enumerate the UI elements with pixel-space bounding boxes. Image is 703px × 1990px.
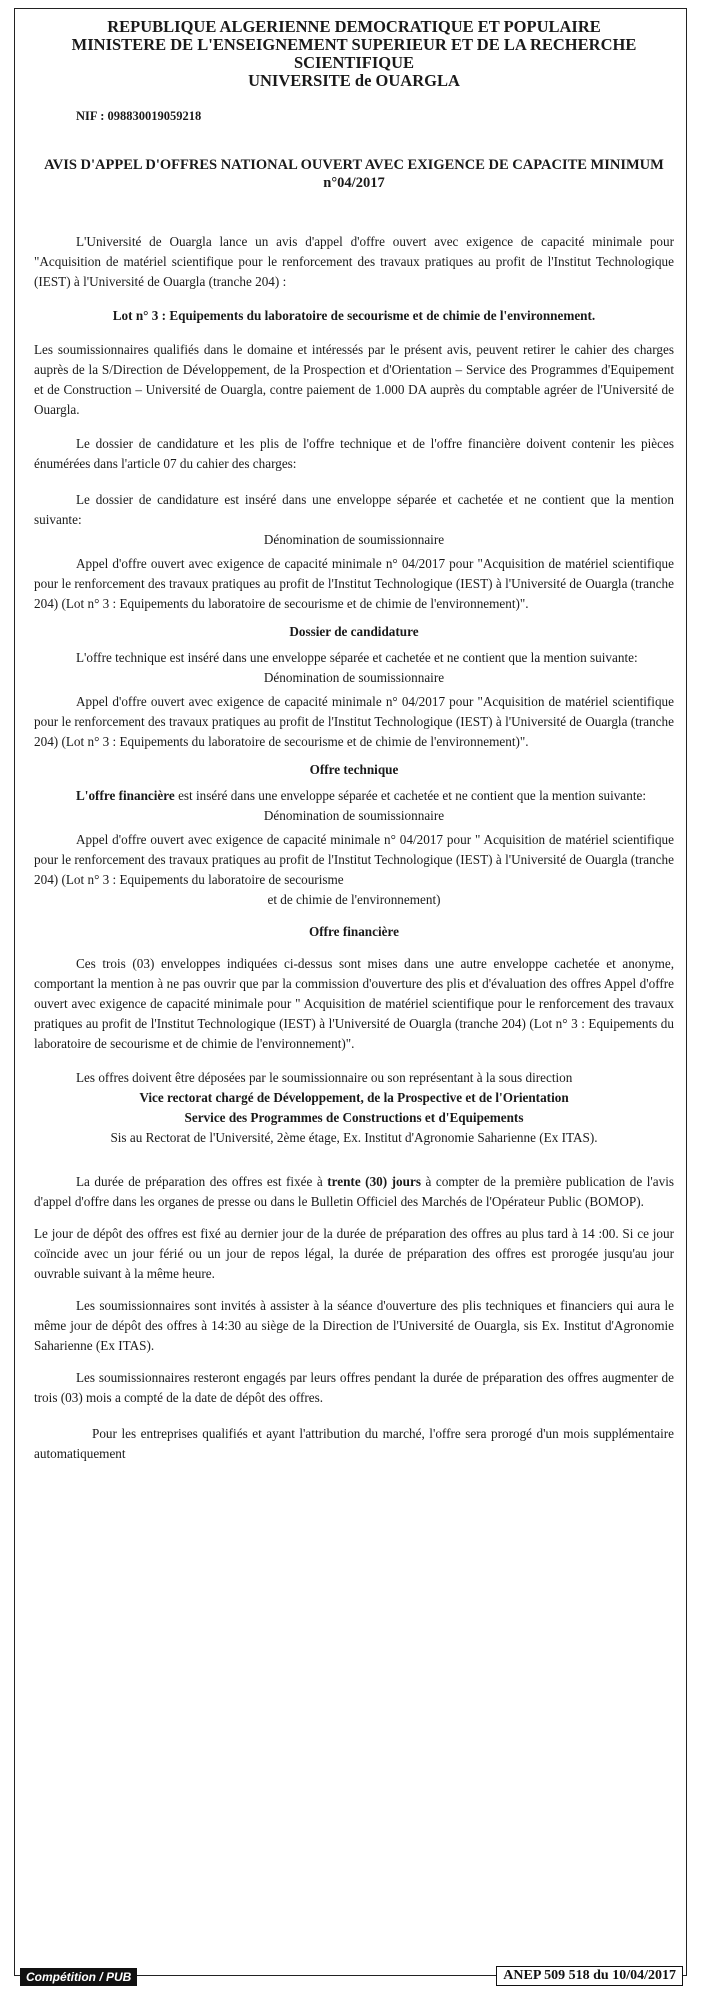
financiere-text: [34, 786, 674, 806]
lot-heading: Lot n° 3 : Equipements du laboratoire de secourisme et de chimie de l'environnement.: [112, 308, 596, 323]
trois-enveloppes-paragraph: Ces trois (03) enveloppes indiquées ci-dessus sont mises dans une autre enveloppe cachetée et anonyme, comportant la mention à ne pas ouvrir que par la commission d'ouverture des plis et d'évaluation des offres Appel d'offre ouvert avec exigence de capacité minimale pour " Acquisition de matériel scientifique pour le renforcement des travaux pratiques au profit de l'Institut Technologique (IEST) à l'Université de Ouargla (tranche 204) (Lot n° 3 : Equipements du laboratoire de secourisme et de chimie de l'environnement)".: [34, 956, 674, 1051]
financiere-label: Offre financière: [309, 924, 399, 939]
technique-appel: Appel d'offre ouvert avec exigence de capacité minimale n° 04/2017 pour "Acquisition de matériel scientifique pour le renforcement des travaux pratiques au profit de l'Institut Technologique (IEST) à l'Université de Ouargla (tranche 204) (Lot n° 3 : Equipements du laboratoire de secourisme et de chimie de l'environnement)".: [34, 694, 674, 749]
financiere-appel-end: et de chimie de l'environnement): [267, 892, 441, 907]
duree-pre: La durée de préparation des offres est fixée à: [76, 1174, 328, 1189]
duree-post: à compter de la première publication de l'avis d'appel d'offre dans les organes de presse ou dans le Bulletin Officiel des Marchés de l'Opérateur Public (BOMOP).: [34, 1174, 674, 1209]
candidature-denomination: Dénomination de soumissionnaire: [263, 532, 445, 547]
retrait-paragraph: Les soumissionnaires qualifiés dans le domaine et intéressés par le présent avis, peuvent retirer le cahier des charges auprès de la S/Direction de Développement, de la Prospection et d'Orientation – Service des Programmes d'Equipement et de Construction – Université de Ouargla, contre paiement de 1.000 DA auprès du comptable agréer de l'Université de Ouargla.: [34, 342, 674, 417]
competition-pub-tag: Compétition / PUB: [20, 1968, 137, 1986]
anep-reference: ANEP 509 518 du 10/04/2017: [496, 1966, 683, 1986]
candidature-text: Le dossier de candidature est inséré dans une enveloppe séparée et cachetée et ne contient que la mention suivante:: [34, 492, 674, 527]
avis-title: AVIS D'APPEL D'OFFRES NATIONAL OUVERT AVEC EXIGENCE DE CAPACITE MINIMUM n°04/2017: [44, 157, 664, 191]
financiere-appel: Appel d'offre ouvert avec exigence de capacité minimale n° 04/2017 pour " Acquisition de matériel scientifique pour le renforcement des travaux pratiques au profit de l'Institut Technologique (IEST) à l'Université de Ouargla (tranche 204) (Lot n° 3 : Equipements du laboratoire de secourisme: [34, 832, 674, 887]
nif-number: NIF : 098830019059218: [76, 109, 202, 123]
depot-adresse: Sis au Rectorat de l'Université, 2ème étage, Ex. Institut d'Agronomie Saharienne (Ex ITAS).: [110, 1130, 598, 1145]
candidature-appel: Appel d'offre ouvert avec exigence de capacité minimale n° 04/2017 pour "Acquisition de matériel scientifique pour le renforcement des travaux pratiques au profit de l'Institut Technologique (IEST) à l'Université de Ouargla (tranche 204) (Lot n° 3 : Equipements du laboratoire de secourisme et de chimie de l'environnement)".: [34, 556, 674, 611]
financiere-lead: L'offre financière: [76, 788, 175, 803]
duree-paragraph: [34, 1172, 674, 1212]
financiere-denomination: Dénomination de soumissionnaire: [263, 808, 445, 823]
financiere-rest: est inséré dans une enveloppe séparée et cachetée et ne contient que la mention suivante:: [174, 788, 647, 803]
engages-paragraph: Les soumissionnaires resteront engagés par leurs offres pendant la durée de préparation des offres augmenter de trois (03) mois a compté de la date de dépôt des offres.: [34, 1370, 674, 1405]
depot-service: Service des Programmes de Constructions et d'Equipements: [184, 1110, 524, 1125]
technique-text: L'offre technique est inséré dans une enveloppe séparée et cachetée et ne contient que la mention suivante:: [76, 650, 638, 665]
candidature-label: Dossier de candidature: [289, 624, 419, 639]
header-universite: UNIVERSITE de OUARGLA: [248, 71, 460, 90]
seance-paragraph: Les soumissionnaires sont invités à assister à la séance d'ouverture des plis techniques et financiers qui aura le même jour de dépôt des offres à 14:30 au siège de la Direction de l'Université de Ouargla, sis Ex. Institut d'Agronomie Saharienne (Ex ITAS).: [34, 1298, 674, 1353]
dossier-intro-paragraph: Le dossier de candidature et les plis de l'offre technique et de l'offre financière doivent contenir les pièces énumérées dans l'article 07 du cahier des charges:: [34, 436, 674, 471]
document-body: [34, 18, 674, 1464]
depot-line: Les offres doivent être déposées par le soumissionnaire ou son représentant à la sous direction: [76, 1070, 573, 1085]
depot-vice-rectorat: Vice rectorat chargé de Développement, de la Prospective et de l'Orientation: [139, 1090, 569, 1105]
header-scientifique: SCIENTIFIQUE: [293, 53, 415, 72]
duree-jours: trente (30) jours: [327, 1174, 421, 1189]
technique-denomination: Dénomination de soumissionnaire: [263, 670, 445, 685]
header-republique: REPUBLIQUE ALGERIENNE DEMOCRATIQUE ET POPULAIRE: [107, 17, 601, 36]
jour-depot-paragraph: Le jour de dépôt des offres est fixé au dernier jour de la durée de préparation des offres au plus tard à 14 :00. Si ce jour coïncide avec un jour férié ou un jour de repos légal, la durée de préparation des offres est prorogée jusqu'au jour ouvrable suivant à la même heure.: [34, 1226, 674, 1281]
entreprises-paragraph: Pour les entreprises qualifiés et ayant l'attribution du marché, l'offre sera prorogé d'un mois supplémentaire automatiquement: [34, 1426, 674, 1461]
header-ministere: MINISTERE DE L'ENSEIGNEMENT SUPERIEUR ET DE LA RECHERCHE: [71, 35, 637, 54]
technique-label: Offre technique: [309, 762, 399, 777]
intro-paragraph: L'Université de Ouargla lance un avis d'appel d'offre ouvert avec exigence de capacité minimale pour "Acquisition de matériel scientifique pour le renforcement des travaux pratiques au profit de l'Institut Technologique (IEST) à l'Université de Ouargla (tranche 204) :: [34, 234, 674, 289]
